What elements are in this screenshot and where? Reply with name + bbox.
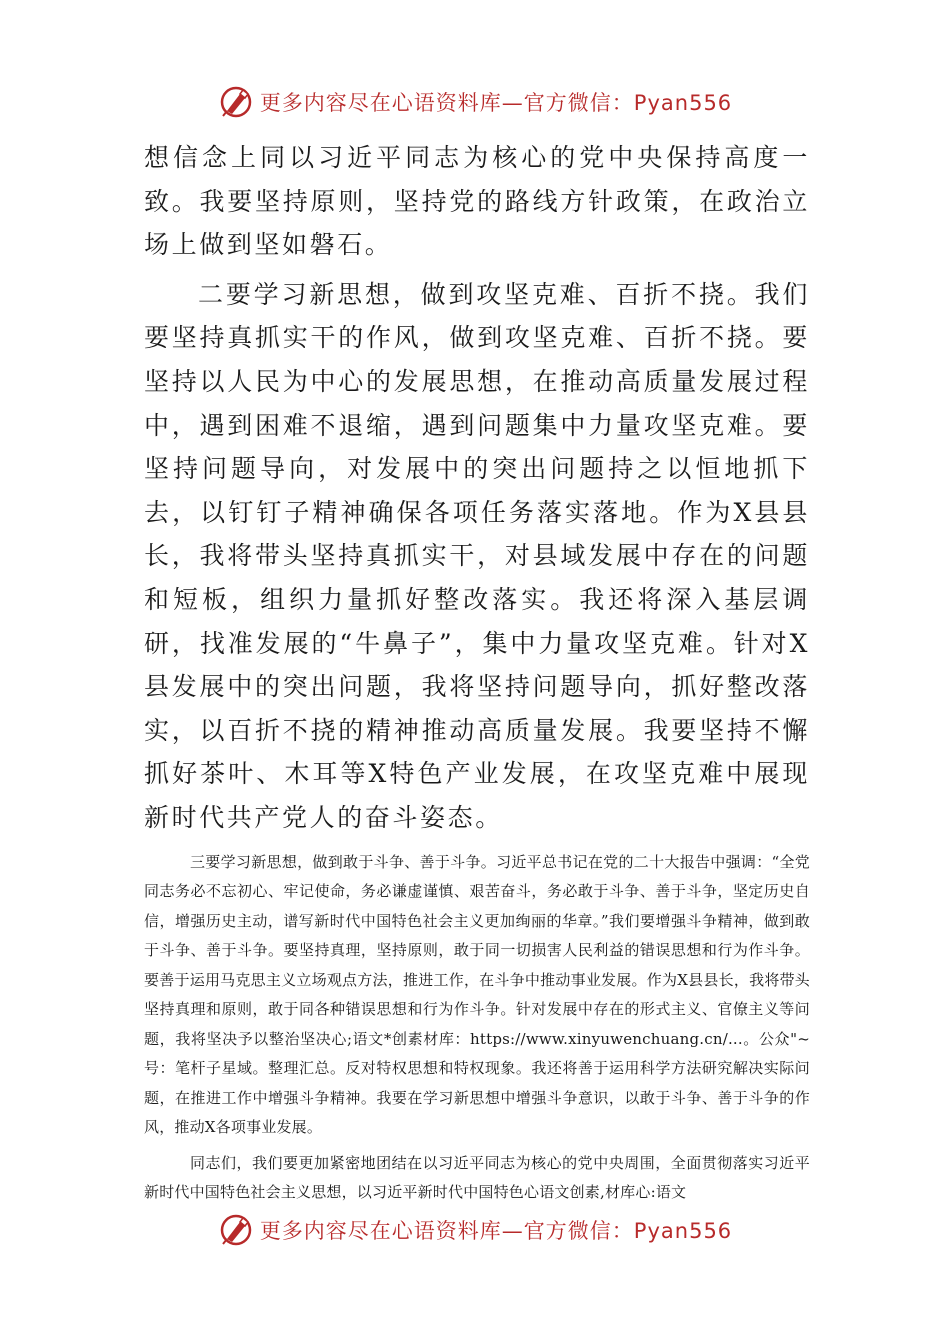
paragraph-point-two: 二要学习新思想，做到攻坚克难、百折不挠。我们要坚持真抓实干的作风，做到攻坚克难、百折不挠。要坚持以人民为中心的发展思想，在推动高质量发展过程中，遇到困难不退缩，遇到问题集中力量攻坚克难。要坚持问题导向，对发展中的突出问题持之以恒地抓下去，以钉钉子精神确保各项任务落实落地。作为X县县长，我将带头坚持真抓实干，对县域发展中存在的问题和短板，组织力量抓好整改落实。我还将深入基层调研，找准发展的“牛鼻子”，集中力量攻坚克难。针对X县发展中的突出问题，我将坚持问题导向，抓好整改落实，以百折不挠的精神推动高质量发展。我要坚持不懈抓好茶叶、木耳等X特色产业发展，在攻坚克难中展现新时代共产党人的奋斗姿态。 <box>144 279 810 832</box>
footer-banner <box>0 1208 950 1252</box>
paragraph-point-three: 三要学习新思想，做到敢于斗争、善于斗争。习近平总书记在党的二十大报告中强调：“全党同志务必不忘初心、牢记使命，务必谦虚谨慎、艰苦奋斗，务必敢于斗争、善于斗争，坚定历史自信，增强历史主动，谱写新时代中国特色社会主义更加绚丽的华章。”我们要增强斗争精神，做到敢于斗争、善于斗争。要坚持真理，坚持原则，敢于同一切损害人民利益的错误思想和行为作斗争。要善于运用马克思主义立场观点方法，推进工作，在斗争中推动事业发展。作为X县县长，我将带头坚持真理和原则，敢于同各种错误思想和行为作斗争。针对发展中存在的形式主义、官僚主义等问题，我将坚决予以整治坚决心;语文*创素材库：https://www.xinyuwenchuang.cn/...。公众"~号：笔杆子星域。整理汇总。反对特权思想和特权现象。我还将善于运用科学方法研究解决实际问题，在推进工作中增强斗争精神。我要在学习新思想中增强斗争意识，以敢于斗争、善于斗争的作风，推动X各项事业发展。 <box>144 852 810 1136</box>
small-text-section <box>144 848 810 1208</box>
pen-nib-logo-icon <box>218 1212 254 1248</box>
pen-nib-logo-icon <box>218 84 254 120</box>
document-body <box>144 136 810 1208</box>
paragraph-continuation: 想信念上同以习近平同志为核心的党中央保持高度一致。我要坚持原则，坚持党的路线方针政策，在政治立场上做到坚如磐石。 <box>144 143 810 260</box>
header-banner <box>0 80 950 124</box>
large-text-section <box>144 136 810 840</box>
footer-banner-text: 更多内容尽在心语资料库—官方微信：Pyan556 <box>259 1219 733 1243</box>
paragraph-closing: 同志们，我们要更加紧密地团结在以习近平同志为核心的党中央周围，全面贯彻落实习近平新时代中国特色社会主义思想，以习近平新时代中国特色心语文创素,材库心:语文 <box>144 1153 810 1201</box>
header-banner-text: 更多内容尽在心语资料库—官方微信：Pyan556 <box>259 91 733 115</box>
